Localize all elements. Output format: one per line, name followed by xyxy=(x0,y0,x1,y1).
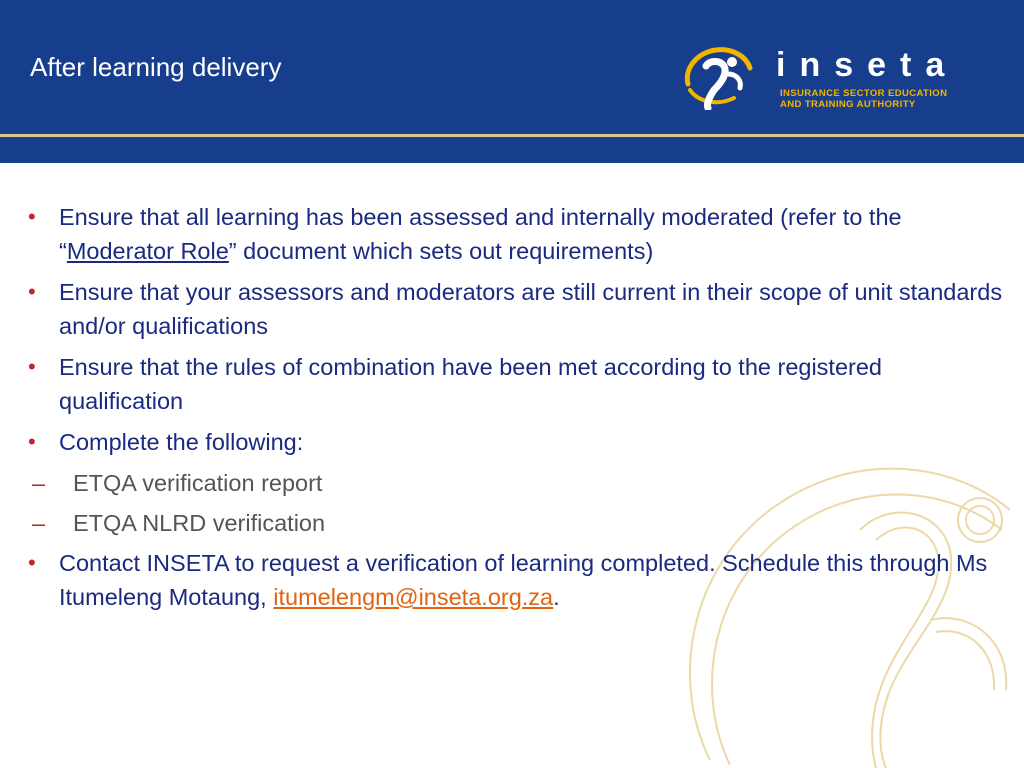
bullet-marker: • xyxy=(28,550,36,575)
header-divider xyxy=(0,134,1024,137)
list-item-text: ” document which sets out requirements) xyxy=(228,238,654,264)
list-item-text: . xyxy=(553,584,560,610)
dash-marker: – xyxy=(32,510,46,536)
slide-header xyxy=(0,0,1024,163)
email-link[interactable]: itumelengm@inseta.org.za xyxy=(273,584,554,610)
list-item xyxy=(26,275,1006,343)
moderator-role-link[interactable]: Moderator Role xyxy=(66,238,229,264)
bullet-marker: • xyxy=(28,354,36,379)
logo-tagline-line-1: INSURANCE SECTOR EDUCATION xyxy=(780,88,948,99)
list-item-text: Contact INSETA to request a verification of learning completed. Schedule this through Ms Itumeleng Motaung, xyxy=(59,550,988,610)
sub-list-item-text: ETQA verification report xyxy=(73,470,323,496)
slide-title: After learning delivery xyxy=(30,52,282,82)
bullet-list xyxy=(26,200,1006,621)
logo-tagline-line-2: AND TRAINING AUTHORITY xyxy=(780,99,916,110)
inseta-logo xyxy=(680,44,970,114)
list-item-text: Ensure that your assessors and moderators are still current in their scope of unit standards and/or qualifications xyxy=(59,279,1003,339)
sub-list-item xyxy=(26,506,1006,540)
list-item xyxy=(26,200,1006,268)
sub-list-item xyxy=(26,466,1006,500)
logo-tagline xyxy=(780,88,947,110)
list-item xyxy=(26,425,1006,459)
list-item xyxy=(26,546,1006,614)
logo-wordmark: inseta xyxy=(776,46,959,84)
list-item-text: Ensure that the rules of combination have been met according to the registered qualification xyxy=(59,354,882,414)
list-item-text: Ensure that all learning has been assessed and internally moderated (refer to the “ xyxy=(59,204,902,264)
bullet-marker: • xyxy=(28,204,36,229)
list-item-text: Complete the following: xyxy=(59,429,304,455)
dash-marker: – xyxy=(32,470,46,496)
list-item xyxy=(26,350,1006,418)
bullet-marker: • xyxy=(28,279,36,304)
sub-list-item-text: ETQA NLRD verification xyxy=(73,510,326,536)
inseta-emblem-icon xyxy=(680,44,756,110)
bullet-marker: • xyxy=(28,429,36,454)
